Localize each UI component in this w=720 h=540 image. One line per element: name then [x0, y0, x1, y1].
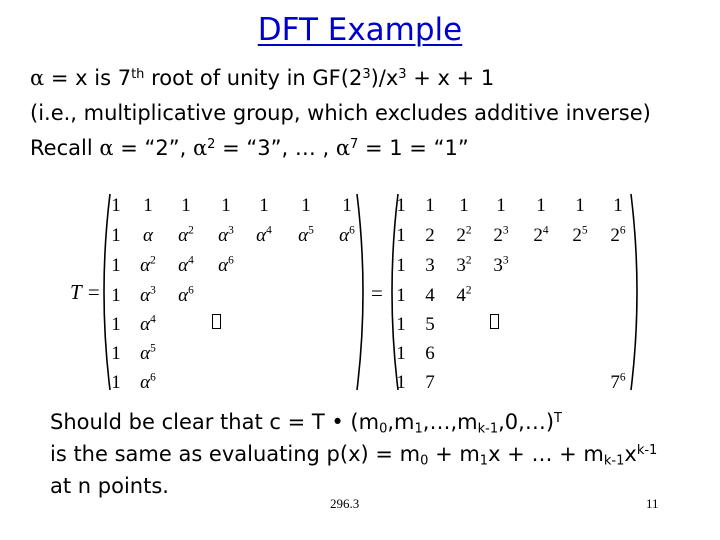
numeric-matrix-cell-r6-c1: 7 [425, 372, 435, 393]
numeric-matrix-cell-r1-c3: $2^3$ [493, 224, 509, 246]
recall-line: Recall α = “2”, $\alpha^2$ = “3”, … , $\alpha^7 = 1$ = “1” [30, 136, 469, 160]
ellipsis-box-right [490, 314, 499, 329]
numeric-matrix-cell-r0-c4: 1 [536, 195, 546, 216]
alpha-matrix-cell-r0-c4: 1 [259, 195, 269, 216]
numeric-matrix-cell-r0-c0: 1 [396, 195, 406, 216]
numeric-matrix-cell-r4-c0: 1 [396, 314, 406, 335]
alpha-matrix-cell-r6-c1: $\alpha^6$ [140, 371, 156, 393]
alpha-matrix-cell-r1-c3: $\alpha^3$ [218, 224, 234, 246]
alpha-matrix-cell-r0-c2: 1 [181, 195, 191, 216]
statement-line-3: at n points. [50, 474, 169, 498]
alpha-matrix-cell-r2-c2: $\alpha^4$ [178, 254, 194, 276]
numeric-matrix-cell-r5-c0: 1 [396, 343, 406, 364]
alpha-matrix-cell-r3-c2: $\alpha^6$ [178, 284, 194, 306]
alpha-matrix-cell-r2-c3: $\alpha^6$ [218, 254, 234, 276]
numeric-matrix-cell-r3-c2: $4^2$ [456, 284, 472, 306]
alpha-matrix-cell-r1-c0: 1 [111, 225, 121, 246]
footer-page-number: 11 [646, 496, 659, 511]
numeric-matrix-cell-r2-c0: 1 [396, 255, 406, 276]
numeric-matrix-cell-r2-c2: $3^2$ [456, 254, 472, 276]
numeric-matrix-cell-r1-c5: $2^5$ [572, 224, 588, 246]
numeric-matrix-cell-r3-c1: 4 [425, 285, 435, 306]
alpha-matrix-cell-r6-c0: 1 [111, 372, 121, 393]
alpha-matrix-cell-r0-c0: 1 [111, 195, 121, 216]
numeric-matrix-cell-r6-c6: $7^6$ [610, 371, 626, 393]
slide-title: DFT Example [257, 12, 463, 48]
footer-course-code: 296.3 [330, 496, 360, 511]
clarification-line: (i.e., multiplicative group, which excludes additive inverse) [30, 101, 651, 125]
alpha-matrix-cell-r0-c5: 1 [301, 195, 311, 216]
numeric-matrix-cell-r2-c1: 3 [425, 255, 435, 276]
numeric-matrix-cell-r1-c2: $2^2$ [456, 224, 472, 246]
alpha-matrix-cell-r0-c1: 1 [143, 195, 153, 216]
alpha-matrix-cell-r4-c0: 1 [111, 314, 121, 335]
numeric-matrix-cell-r1-c1: 2 [425, 225, 435, 246]
numeric-matrix-cell-r1-c6: $2^6$ [610, 224, 626, 246]
alpha-matrix-cell-r2-c1: $\alpha^2$ [140, 254, 156, 276]
statement-line-1: Should be clear that c = T • $(m_0,m_1,\dots,m_{k-1},0,\dots)^T$ [50, 410, 562, 437]
numeric-matrix-cell-r6-c0: 1 [396, 372, 406, 393]
numeric-matrix-cell-r0-c3: 1 [496, 195, 506, 216]
definition-line: α = x is 7th root of unity in $GF(2^3)/x^3 + x + 1$ [30, 66, 495, 90]
numeric-matrix-cell-r0-c6: 1 [613, 195, 623, 216]
matrix-equals: = [371, 281, 383, 305]
numeric-matrix-cell-r5-c1: 6 [425, 343, 435, 364]
alpha-matrix-cell-r1-c1: α [143, 225, 153, 246]
alpha-matrix-cell-r3-c1: $\alpha^3$ [140, 284, 156, 306]
alpha-matrix-cell-r1-c2: $\alpha^2$ [178, 224, 194, 246]
numeric-matrix-cell-r0-c5: 1 [575, 195, 585, 216]
numeric-matrix-cell-r3-c0: 1 [396, 285, 406, 306]
numeric-matrix-cell-r4-c1: 5 [425, 314, 435, 335]
alpha-matrix-cell-r1-c4: $\alpha^4$ [256, 224, 272, 246]
alpha-matrix-cell-r5-c1: $\alpha^5$ [140, 342, 156, 364]
statement-line-2: is the same as evaluating $p(x) = m_0 + m_1x$ + … + $m_{k-1}x^{k-1}$ [50, 442, 658, 469]
alpha-matrix-cell-r4-c1: $\alpha^4$ [140, 313, 156, 335]
alpha-matrix-cell-r0-c3: 1 [221, 195, 231, 216]
numeric-matrix-cell-r0-c2: 1 [459, 195, 469, 216]
numeric-matrix-cell-r1-c4: $2^4$ [533, 224, 549, 246]
alpha-matrix-cell-r2-c0: 1 [111, 255, 121, 276]
alpha-matrix-cell-r3-c0: 1 [111, 285, 121, 306]
alpha-matrix-cell-r5-c0: 1 [111, 343, 121, 364]
numeric-matrix-cell-r0-c1: 1 [425, 195, 435, 216]
numeric-matrix-cell-r1-c0: 1 [396, 225, 406, 246]
alpha-matrix-cell-r1-c5: $\alpha^5$ [298, 224, 314, 246]
numeric-matrix-cell-r2-c3: $3^3$ [493, 254, 509, 276]
alpha-matrix-cell-r1-c6: $\alpha^6$ [339, 224, 355, 246]
ellipsis-box-left [212, 314, 221, 329]
matrix-label: T = [70, 280, 101, 304]
alpha-matrix-cell-r0-c6: 1 [342, 195, 352, 216]
